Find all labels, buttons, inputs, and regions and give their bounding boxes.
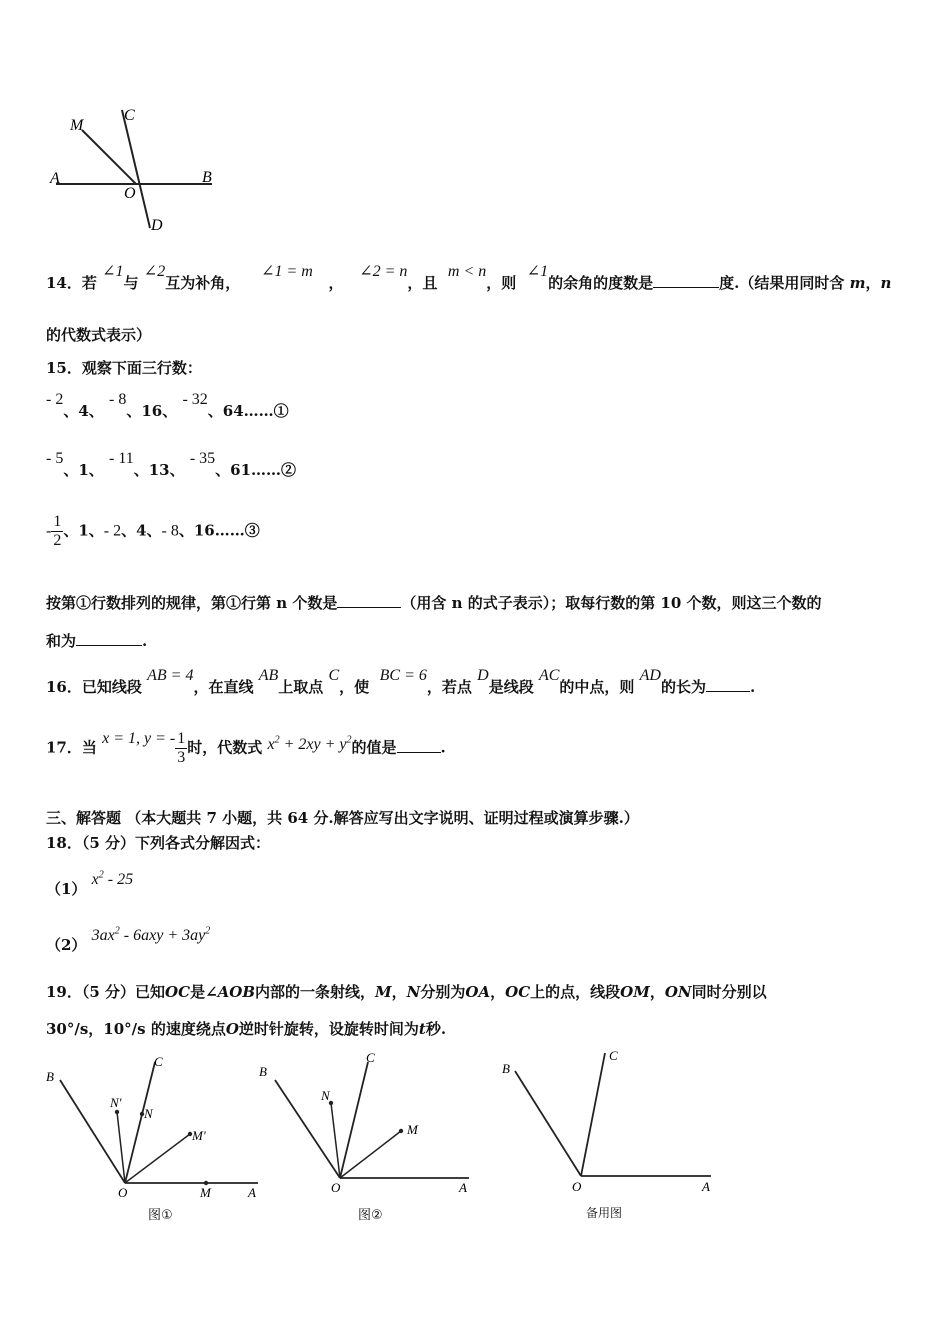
label-B: B (46, 1069, 54, 1084)
figure-1 (40, 1050, 270, 1200)
label-C: C (124, 107, 135, 124)
label-O: O (331, 1180, 341, 1195)
label-C: C (609, 1048, 618, 1063)
question-18-part-2: （2） $3ax^2 - 6axy + 3ay^2$ (46, 925, 211, 954)
question-14-line2: 的代数式表示） (46, 326, 152, 344)
ray-OB (275, 1080, 340, 1178)
caption-figure-spare: 备用图 (586, 1206, 623, 1220)
point-N-prime (115, 1110, 119, 1114)
angle-figure-q13 (40, 100, 230, 240)
question-15-line-a: 按第①行数排列的规律，第①行第 n 个数是 （用含 n 的式子表示）；取每行数的第 10 个数，则这三个数的 (46, 594, 822, 612)
question-17: 17．当 x = 1, y = - $\frac{1}{3}$ 时，代数式 $x^2 + 2xy + y^2$的值是 . (46, 729, 446, 766)
figure-spare (495, 1045, 725, 1195)
label-B: B (202, 169, 212, 186)
section-3-heading: 三、解答题 （本大题共 7 小题，共 64 分.解答应写出文字说明、证明过程或演算步骤.） (46, 809, 639, 827)
question-15-line-b: 和为 . (46, 632, 148, 650)
fraction-half: $\frac{1}{2}$ (53, 513, 62, 549)
label-A: A (702, 1179, 710, 1194)
label-D: D (151, 217, 163, 234)
fraction-third: $\frac{1}{3}$ (177, 730, 186, 766)
label-M: M (200, 1185, 211, 1200)
label-N: N (321, 1088, 330, 1103)
answer-blank-16 (706, 677, 750, 692)
ray-OC (581, 1053, 605, 1176)
question-19-line-1: 19．（5 分）已知OC是∠AOB内部的一条射线，M，N分别为OA，OC上的点，线段OM，ON同时分别以 (46, 983, 767, 1001)
ray-OC (125, 1062, 155, 1183)
question-14: 14．若 ∠1与 ∠2互为补角， ∠1 = m ， ∠2 = n，且 m < n，则 ∠1的余角的度数是 度.（结果用同时含 m，n (46, 263, 892, 292)
label-N-prime: N' (110, 1095, 122, 1110)
sequence-row-2: - 5、1、 - 11、13、 - 35、61……② (46, 450, 297, 479)
label-O: O (124, 185, 136, 202)
point-M (399, 1129, 403, 1133)
answer-blank-15b (76, 631, 142, 646)
label-A: A (459, 1180, 467, 1195)
label-O: O (572, 1179, 582, 1194)
question-15-title: 15．观察下面三行数： (46, 359, 202, 377)
figure-2 (255, 1050, 485, 1200)
sequence-row-3: - $\frac{1}{2}$ 、1、- 2、4、- 8、16……③ (46, 513, 260, 549)
label-A: A (248, 1185, 256, 1200)
label-C: C (154, 1054, 163, 1069)
caption-figure-1: 图① (148, 1208, 173, 1223)
question-18-title: 18．（5 分）下列各式分解因式： (46, 834, 271, 852)
label-M: M (407, 1122, 418, 1137)
label-C: C (366, 1050, 375, 1065)
question-16: 16．已知线段 AB = 4，在直线 AB上取点 C，使 BC = 6，若点 D是线段 AC的中点，则 AD的长为 . (46, 667, 756, 696)
label-B: B (502, 1061, 510, 1076)
label-M-prime: M' (192, 1128, 206, 1143)
label-M: M (70, 117, 84, 134)
question-18-part-1: （1） $x^2 - 25$ (46, 869, 134, 898)
ray-OB (515, 1071, 581, 1176)
answer-blank-15a (337, 593, 401, 608)
answer-blank-14 (653, 273, 719, 288)
label-O: O (118, 1185, 128, 1200)
question-19-line-2: 30°/s，10°/s 的速度绕点O逆时针旋转，设旋转时间为t秒. (46, 1020, 447, 1038)
label-N: N (144, 1106, 153, 1121)
line-CD (122, 110, 150, 228)
sequence-row-1: - 2、4、 - 8、16、 - 32、64……① (46, 391, 289, 420)
label-A: A (50, 170, 60, 187)
caption-figure-2: 图② (358, 1208, 383, 1223)
answer-blank-17 (397, 738, 441, 753)
label-B: B (259, 1064, 267, 1079)
